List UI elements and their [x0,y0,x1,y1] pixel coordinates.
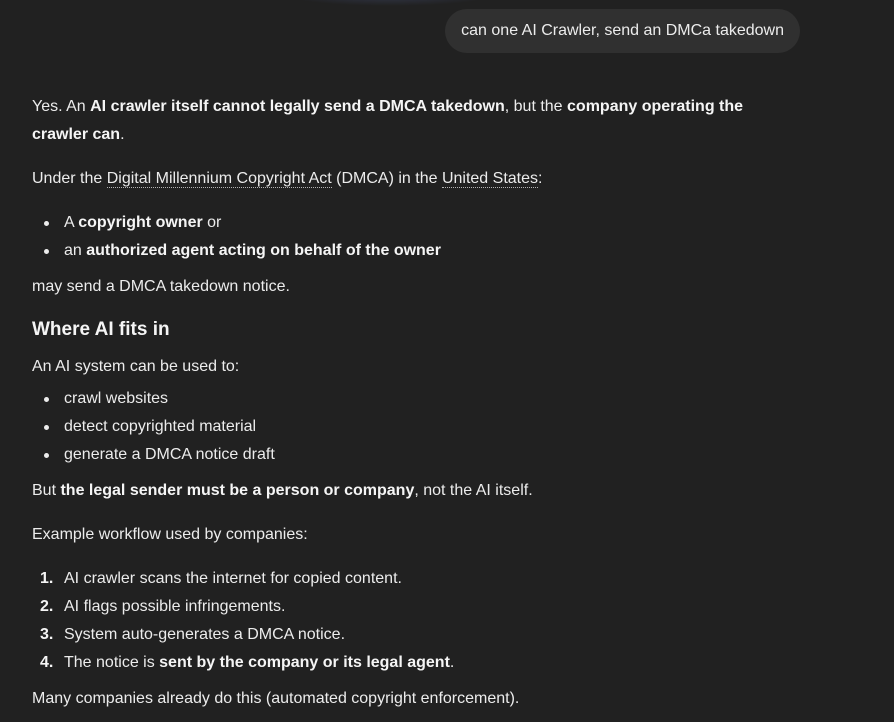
dmca-under-paragraph [32,165,802,193]
top-scroll-shadow [280,0,500,6]
intro-bold-2: company operating the crawler can [32,98,744,143]
answer-intro-paragraph [32,93,802,149]
dmca-act-link[interactable]: Digital Millennium Copyright Act [106,170,332,187]
may-send-paragraph: may send a DMCA takedown notice. [32,278,290,295]
bullet-dot-icon [44,453,49,458]
list-item [32,237,802,265]
step-item [32,621,802,649]
list-item-text: detect copyrighted material [64,418,257,435]
step-item [32,593,802,621]
step-text: System auto-generates a DMCA notice. [64,626,346,643]
list-item [32,209,802,237]
example-intro-paragraph: Example workflow used by companies: [32,526,308,543]
list-item-text: an [64,242,87,259]
step-number: 3. [40,626,54,643]
list-item-text: generate a DMCA notice draft [64,446,275,463]
step-number: 4. [40,654,54,671]
step-text: AI crawler scans the internet for copied content. [64,570,402,587]
but-text-2: , not the AI itself. [414,482,533,499]
step-number: 2. [40,598,54,615]
many-companies-paragraph: Many companies already do this (automated copyright enforcement). [32,690,520,707]
list-item-bold: authorized agent acting on behalf of the owner [86,242,441,259]
step-text: The notice is [64,654,160,671]
under-text-3: : [538,170,543,187]
united-states-link[interactable]: United States [441,170,539,187]
legal-sender-paragraph [32,477,802,505]
step-post: . [449,654,455,671]
under-text-2: (DMCA) in the [331,170,442,187]
list-item [32,413,802,441]
list-item-text: crawl websites [64,390,169,407]
bullet-dot-icon [44,397,49,402]
step-text: AI flags possible infringements. [64,598,286,615]
but-text-1: But [32,482,61,499]
bullet-dot-icon [44,425,49,430]
but-bold: the legal sender must be a person or company [60,482,415,499]
workflow-steps-list [32,565,802,677]
intro-text-1: Yes. An [32,98,91,115]
step-item [32,565,802,593]
list-item-text: A [64,214,79,231]
step-item [32,649,802,677]
list-item [32,385,802,413]
under-text-1: Under the [32,170,107,187]
user-message-bubble [445,9,800,53]
ai-uses-list [32,385,802,469]
list-item-text: or [202,214,222,231]
intro-bold-1: AI crawler itself cannot legally send a DMCA takedown [90,98,505,115]
assistant-response [32,93,802,713]
ai-intro-paragraph: An AI system can be used to: [32,358,240,375]
step-bold: sent by the company or its legal agent [159,654,450,671]
bullet-dot-icon [44,249,49,254]
bullet-dot-icon [44,221,49,226]
intro-text-3: . [120,126,125,143]
intro-text-2: , but the [504,98,568,115]
user-message-text: can one AI Crawler, send an DMCa takedown [461,22,784,39]
section-heading: Where AI fits in [32,319,170,340]
senders-list [32,209,802,265]
step-number: 1. [40,570,54,587]
list-item [32,441,802,469]
list-item-bold: copyright owner [78,214,203,231]
